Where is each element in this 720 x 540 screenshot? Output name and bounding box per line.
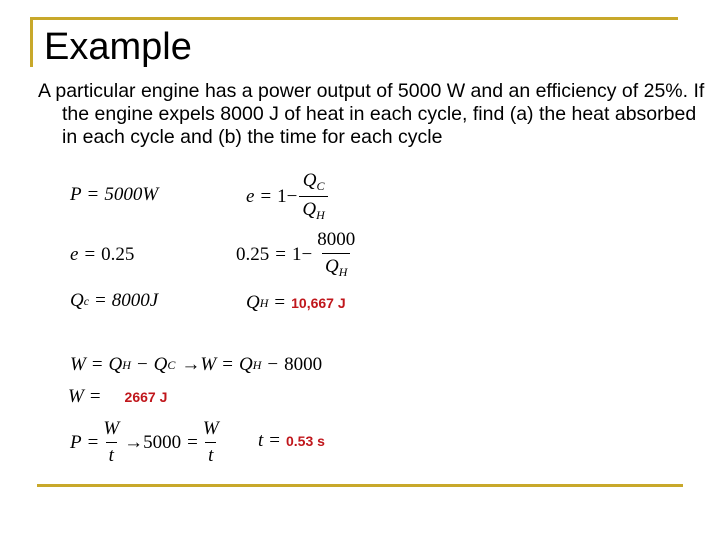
time-answer-equation (258, 430, 325, 452)
qc-symbol: Q (153, 354, 168, 375)
equals-sign: = (87, 184, 99, 205)
problem-statement: A particular engine has a power output of 5000 W and an efficiency of 25%. If the engine expels 8000 J of heat in each cycle, find (a) the heat absorbed in each cycle and (b) the time for each cycle (38, 80, 705, 148)
title-rule-left (30, 17, 33, 67)
w-over-t-fraction (100, 418, 122, 467)
qh-answer-equation: Q H = 10,667 J (246, 292, 346, 313)
substituted-efficiency-equation (236, 229, 360, 280)
w-symbol: W (103, 418, 120, 439)
slide-title: Example (44, 26, 192, 68)
t-symbol: t (205, 442, 216, 467)
power-equation (70, 184, 158, 206)
equals-sign: = (275, 243, 286, 265)
efficiency-formula (246, 170, 330, 223)
qc-over-qh-fraction: $\frac{Q_C}{Q_H}$ (299, 170, 327, 223)
equals-sign: = (269, 430, 280, 451)
efficiency-value: 0.25 (236, 243, 270, 265)
equals-sign: = (260, 185, 272, 207)
8000-over-qh-fraction: $\frac{8000}{Q_H}$ (314, 229, 358, 280)
work-equation: W = Q H − Q C → W = Q H − 8000 (70, 354, 323, 375)
work-answer: 2667 J (124, 389, 168, 405)
equals-sign: = (87, 431, 99, 453)
qc-equation: Q c = 8000J (70, 290, 159, 311)
equals-sign: = (274, 292, 286, 313)
equals-sign: = (187, 431, 198, 453)
p-symbol: P (70, 431, 82, 453)
title-rule-top (30, 17, 678, 20)
equals-sign: = (89, 386, 101, 407)
w-symbol: W (200, 354, 217, 375)
equals-sign: = (95, 290, 106, 311)
equals-sign: = (91, 354, 103, 375)
efficiency-value-equation (70, 244, 134, 266)
minus-sign: − (301, 243, 313, 265)
arrow-icon: → (181, 354, 201, 375)
power-time-equation (70, 418, 224, 467)
qc-value: 8000 (284, 354, 323, 375)
qh-symbol: Q (246, 292, 260, 313)
minus-sign: − (267, 354, 279, 375)
w-symbol: W (68, 386, 84, 407)
qh-symbol: Q (324, 256, 339, 277)
power-value: 5000 (143, 431, 182, 453)
qh-symbol: Q (302, 199, 317, 220)
numerator: 8000 (317, 229, 356, 250)
power-value: 5000W (104, 184, 159, 205)
work-answer-equation (68, 386, 167, 408)
qc-symbol: Q (70, 290, 84, 311)
bottom-rule (37, 484, 683, 487)
minus-sign: − (136, 354, 148, 375)
e-symbol: e (70, 244, 79, 265)
one-value: 1 (277, 185, 287, 207)
minus-sign: − (286, 185, 298, 207)
t-symbol: t (258, 430, 264, 451)
equals-sign: = (222, 354, 233, 375)
e-symbol: e (246, 185, 255, 207)
w-symbol: W (202, 418, 219, 439)
qh-symbol: Q (108, 354, 123, 375)
w-symbol: W (70, 354, 86, 375)
arrow-icon: → (124, 431, 144, 453)
qh-answer: 10,667 J (291, 295, 346, 311)
qh-symbol: Q (238, 354, 253, 375)
t-symbol: t (106, 442, 117, 467)
w-over-t-fraction (200, 418, 222, 467)
time-answer: 0.53 s (286, 433, 325, 449)
efficiency-value: 0.25 (101, 244, 135, 265)
one-value: 1 (291, 243, 302, 265)
equals-sign: = (84, 244, 96, 265)
qc-symbol: Q (302, 170, 317, 191)
qc-value: 8000J (111, 290, 159, 311)
p-symbol: P (70, 184, 82, 205)
